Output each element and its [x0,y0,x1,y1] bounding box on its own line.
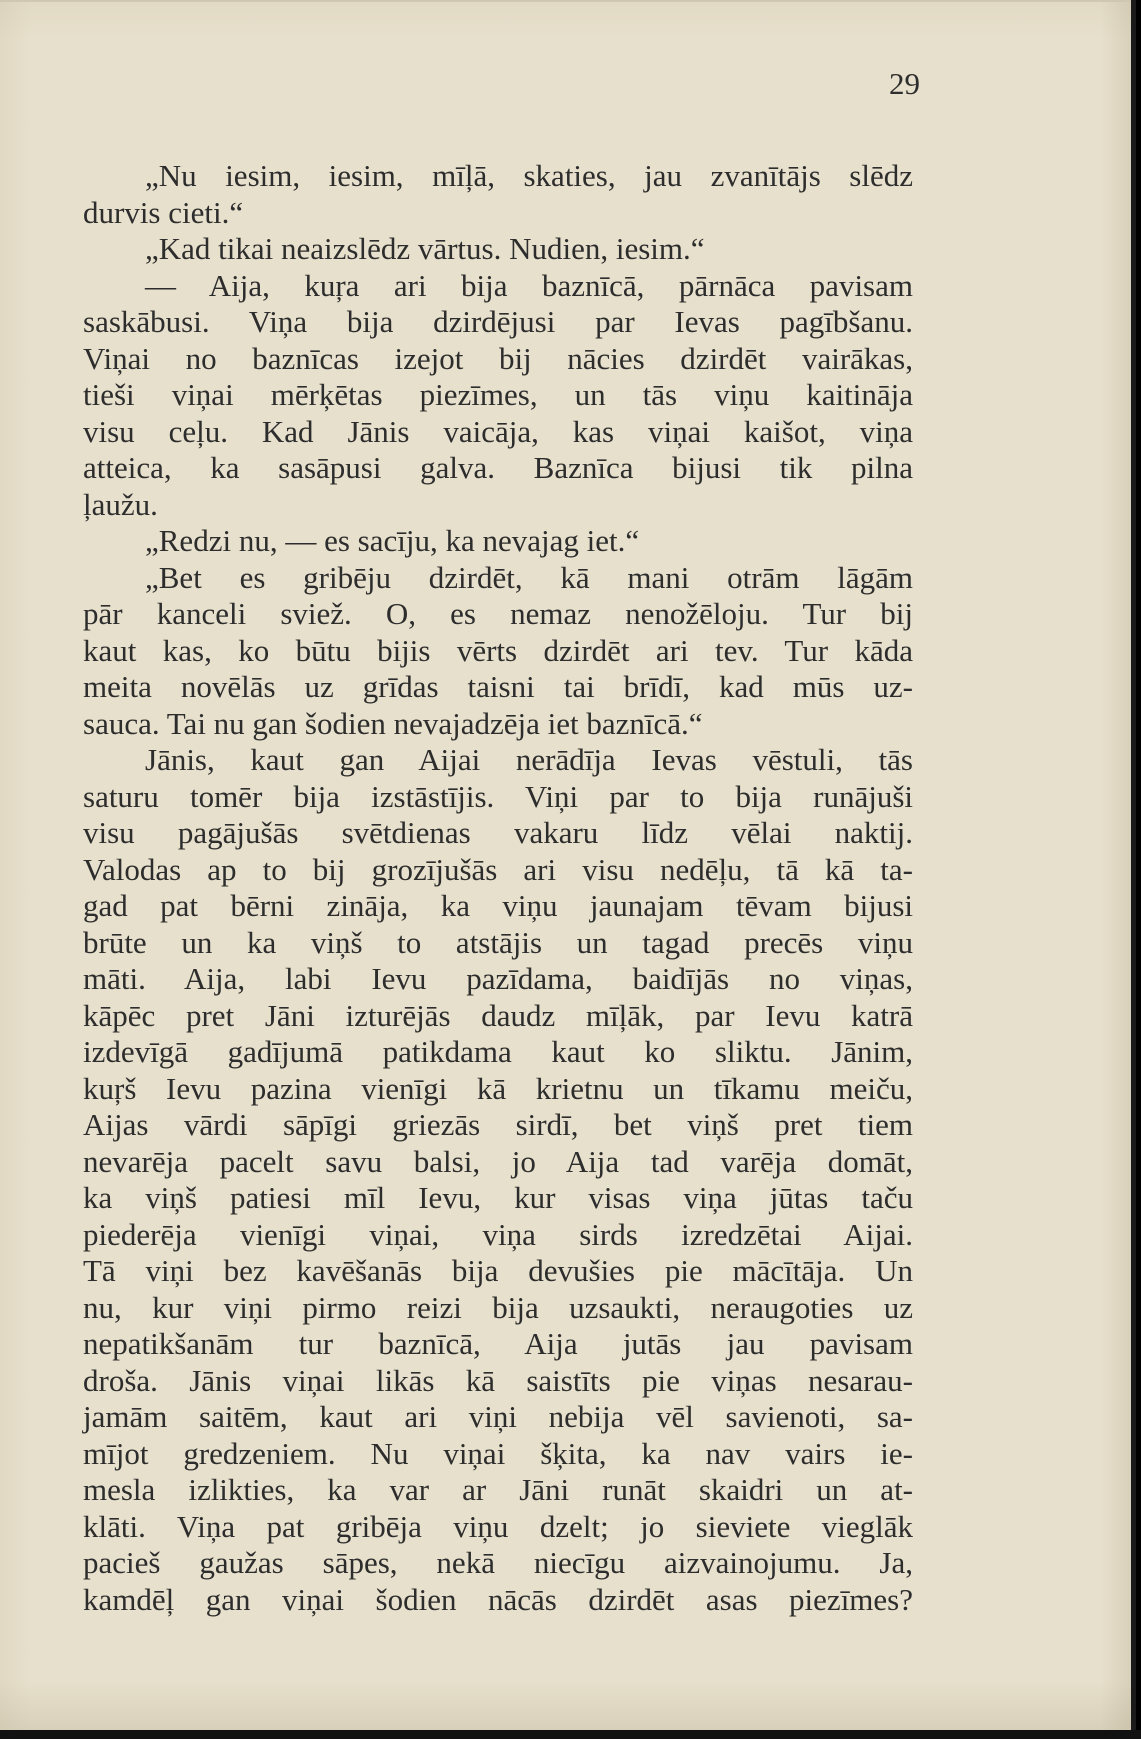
text-line: kamdēļ gan viņai šodien nācās dzirdēt asas piezīmes? [83,1581,913,1617]
text-line: „Bet es gribēju dzirdēt, kā mani otrām lāgām [145,559,913,595]
text-line: saskābusi. Viņa bija dzirdējusi par Ievas pagībšanu. [83,304,913,339]
text-line: saturu tomēr bija izstāstījis. Viņi par to bija runājuši [83,778,913,814]
text-line: mījot gredzeniem. Nu viņai šķita, ka nav vairs ie- [83,1435,913,1471]
text-line: klāti. Viņa pat gribēja viņu dzelt; jo sieviete vieglāk [83,1508,913,1544]
text-line: māti. Aija, labi Ievu pazīdama, baidījās no viņas, [83,961,913,996]
text-line: Aijas vārdi sāpīgi griezās sirdī, bet viņš pret tiem [83,1107,913,1142]
text-line: „Redzi nu, — es sacīju, ka nevajag iet.“ [145,523,640,558]
text-line: jamām saitēm, kaut ari viņi nebija vēl savienoti, sa- [83,1399,913,1434]
page-top-edge [0,0,1136,2]
text-line: kuŗš Ievu pazina vienīgi kā krietnu un tīkamu meiču, [83,1070,913,1106]
text-line: Viņai no baznīcas izejot bij nācies dzirdēt vairākas, [83,340,913,376]
scan-border [0,1730,1141,1739]
text-line: Jānis, kaut gan Aijai nerādīja Ievas vēstuli, tās [145,742,913,777]
text-line: piederēja vienīgi viņai, viņa sirds izredzētai Aijai. [83,1216,913,1252]
text-line: atteica, ka sasāpusi galva. Baznīca bijusi tik pilna [83,450,913,485]
text-line: Tā viņi bez kavēšanās bija devušies pie mācītāja. Un [83,1253,913,1288]
text-line: tieši viņai mērķētas piezīmes, un tās viņu kaitināja [83,377,913,412]
text-line: visu pagājušās svētdienas vakaru līdz vēlai naktij. [83,815,913,850]
text-line: nu, kur viņi pirmo reizi bija uzsaukti, neraugoties uz [83,1289,913,1325]
text-line: nepatikšanām tur baznīcā, Aija jutās jau pavisam [83,1326,913,1361]
text-line: brūte un ka viņš to atstājis un tagad precēs viņu [83,924,913,960]
text-line: ka viņš patiesi mīl Ievu, kur visas viņa jūtas taču [83,1180,913,1215]
text-line: kaut kas, ko būtu bijis vērts dzirdēt ari tev. Tur kāda [83,632,913,668]
text-line: droša. Jānis viņai likās kā saistīts pie viņas nesarau- [83,1362,913,1398]
text-line: izdevīgā gadījumā patikdama kaut ko sliktu. Jānim, [83,1034,913,1069]
page-edge-shadow [1131,0,1136,1730]
text-line: sauca. Tai nu gan šodien nevajadzēja iet baznīcā.“ [83,705,703,741]
text-line: „Kad tikai neaizslēdz vārtus. Nudien, iesim.“ [145,231,705,266]
text-line: gad pat bērni zināja, ka viņu jaunajam tēvam bijusi [83,888,913,923]
text-line: kāpēc pret Jāni izturējās daudz mīļāk, par Ievu katrā [83,997,913,1033]
text-line: — Aija, kuŗa ari bija baznīcā, pārnāca pavisam [145,267,913,303]
text-line: „Nu iesim, iesim, mīļā, skaties, jau zvanītājs slēdz [145,158,913,193]
text-line: pār kanceli sviež. O, es nemaz nenožēloju. Tur bij [83,596,913,631]
text-line: ļaužu. [83,486,158,522]
page-number: 29 [889,66,920,101]
text-line: nevarēja pacelt savu balsi, jo Aija tad varēja domāt, [83,1143,913,1179]
text-line: visu ceļu. Kad Jānis vaicāja, kas viņai kaišot, viņa [83,413,913,449]
text-line: durvis cieti.“ [83,194,244,230]
body-text [83,158,913,1618]
text-line: Valodas ap to bij grozījušās ari visu nedēļu, tā kā ta- [83,851,913,887]
text-line: pacieš gaužas sāpes, nekā niecīgu aizvainojumu. Ja, [83,1545,913,1580]
text-line: mesla izlikties, ka var ar Jāni runāt skaidri un at- [83,1472,913,1507]
text-line: meita novēlās uz grīdas taisni tai brīdī, kad mūs uz- [83,669,913,704]
